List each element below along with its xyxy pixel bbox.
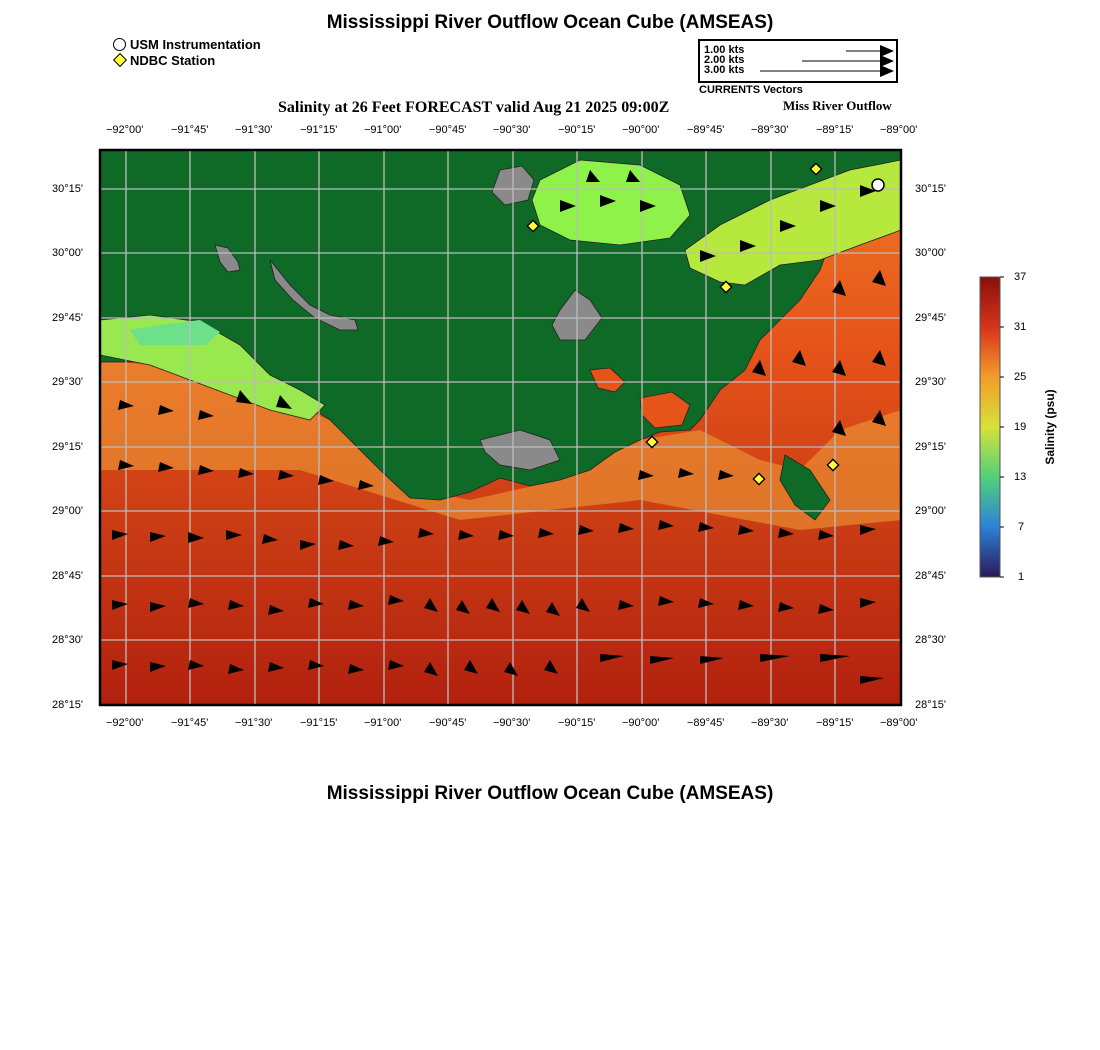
colorbar-tick: 37 <box>1014 271 1027 283</box>
lon-tick: −92°00' <box>106 124 144 136</box>
lon-tick: −89°00' <box>880 717 918 729</box>
colorbar-ticks <box>1000 277 1004 577</box>
colorbar-label: Salinity (psu) <box>1043 389 1057 465</box>
colorbar-tick-labels <box>1014 0 1044 1050</box>
map-subtitle: Salinity at 26 Feet FORECAST valid Aug 21 2025 09:00Z <box>278 99 670 116</box>
colorbar-tick: 13 <box>1014 471 1027 483</box>
lon-tick: −89°15' <box>816 124 854 136</box>
colorbar <box>980 277 1000 577</box>
lon-tick: −91°30' <box>235 124 273 136</box>
lon-tick: −91°15' <box>300 124 338 136</box>
lat-tick: 29°45' <box>52 312 83 324</box>
lon-tick: −90°00' <box>622 717 660 729</box>
main-title: Mississippi River Outflow Ocean Cube (AMSEAS) <box>326 12 774 33</box>
lat-tick: 30°15' <box>52 183 83 195</box>
lat-tick: 28°30' <box>52 634 83 646</box>
lat-tick: 29°15' <box>915 441 946 453</box>
colorbar-tick: 19 <box>1014 421 1027 433</box>
lat-tick: 29°30' <box>52 376 83 388</box>
lon-tick: −90°45' <box>429 124 467 136</box>
lon-tick: −91°45' <box>171 717 209 729</box>
lon-tick: −92°00' <box>106 717 144 729</box>
legend-ndbc-label: NDBC Station <box>130 53 216 68</box>
vector-legend-entry: 2.00 kts <box>704 54 745 66</box>
colorbar-tick: 31 <box>1014 321 1027 333</box>
lat-tick: 30°00' <box>915 247 946 259</box>
lat-tick: 29°30' <box>915 376 946 388</box>
lon-tick: −90°30' <box>493 717 531 729</box>
lat-tick: 28°45' <box>915 570 946 582</box>
lon-tick: −89°45' <box>687 717 725 729</box>
vector-legend-entry: 3.00 kts <box>704 64 745 76</box>
lon-tick: −90°30' <box>493 124 531 136</box>
usm-instrument-marker <box>872 179 884 191</box>
lon-tick: −89°00' <box>880 124 918 136</box>
vector-legend-entry: 1.00 kts <box>704 44 745 56</box>
colorbar-tick: 25 <box>1014 371 1027 383</box>
lon-tick: −89°45' <box>687 124 725 136</box>
lon-tick: −90°15' <box>558 124 596 136</box>
lon-tick: −91°30' <box>235 717 273 729</box>
lat-tick: 28°45' <box>52 570 83 582</box>
lon-tick: −91°15' <box>300 717 338 729</box>
lat-tick: 29°00' <box>915 505 946 517</box>
lon-tick: −91°45' <box>171 124 209 136</box>
colorbar-tick: 1 <box>1018 571 1025 583</box>
lon-tick: −89°15' <box>816 717 854 729</box>
lat-tick: 29°45' <box>915 312 946 324</box>
lat-tick: 30°15' <box>915 183 946 195</box>
lat-tick: 29°15' <box>52 441 83 453</box>
lon-tick: −89°30' <box>751 124 789 136</box>
lon-tick: −91°00' <box>364 124 402 136</box>
region-label: Miss River Outflow <box>783 98 892 113</box>
lat-tick: 29°00' <box>52 505 83 517</box>
lat-tick: 28°15' <box>915 699 946 711</box>
lon-tick: −90°45' <box>429 717 467 729</box>
lon-tick: −90°00' <box>622 124 660 136</box>
vector-legend-caption: CURRENTS Vectors <box>699 84 803 96</box>
lat-tick: 28°15' <box>52 699 83 711</box>
lat-tick: 30°00' <box>52 247 83 259</box>
secondary-title: Mississippi River Outflow Ocean Cube (AMSEAS) <box>326 783 774 804</box>
lon-tick: −89°30' <box>751 717 789 729</box>
lon-tick: −90°15' <box>558 717 596 729</box>
lon-tick: −91°00' <box>364 717 402 729</box>
colorbar-tick: 7 <box>1018 521 1025 533</box>
legend-usm-label: USM Instrumentation <box>130 37 261 52</box>
lat-tick: 28°30' <box>915 634 946 646</box>
